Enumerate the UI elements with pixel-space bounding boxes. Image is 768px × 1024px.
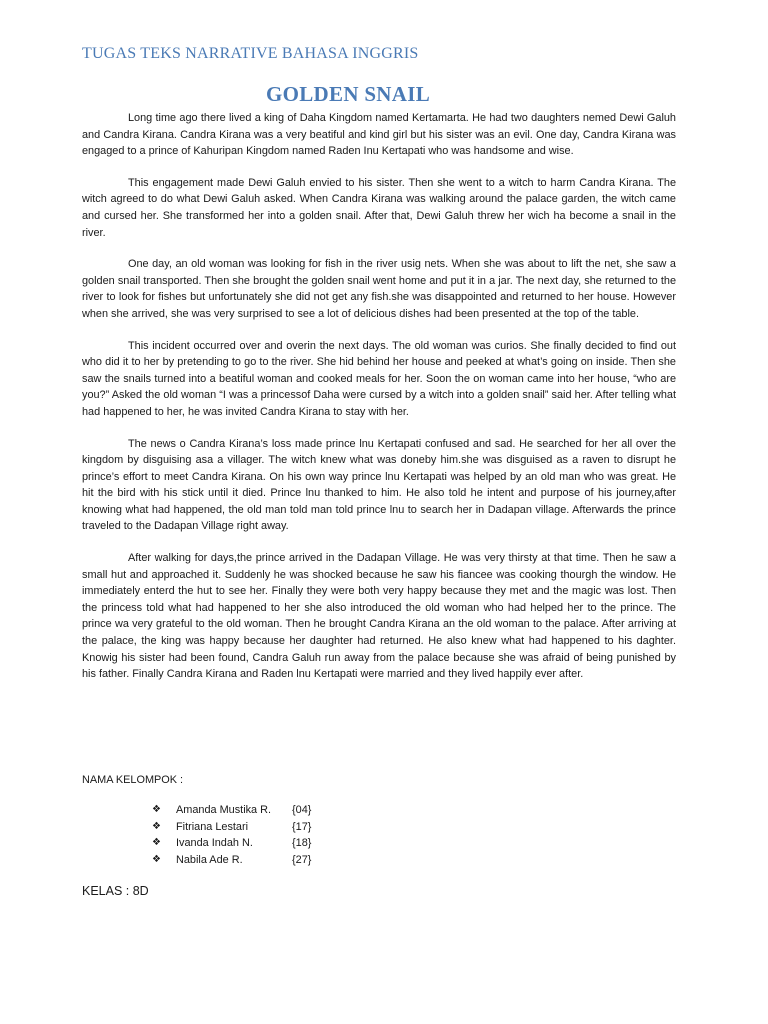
story-paragraph: After walking for days,the prince arrived in the Dadapan Village. He was very thirsty at that time. Then he saw a small hut and approached it. Suddenly he was shocked because he saw his fiancee was cooking thourgh the window. He immediately enterd the hut to see her. Finally they were both very happy because they met and the magic was lost. Then the princess told what had happened to her she also introduced the old woman who had helped her to the prince. The prince wa very grateful to the old woman. Then he brought Candra Kirana an the old woman to the palace. After arriving at the palace, the king was happy because her daughter had returned. He also knew what had happened to his daghter. Knowig his sister had been found, Candra Galuh run away from the palace because she was afraid of being punished by his father. Finally Candra Kirana and Raden lnu Kertapati were married and they lived happily ever after. [82, 552, 676, 681]
member-item [152, 802, 372, 819]
diamond-bullet-icon: ❖ [152, 804, 161, 815]
story-paragraph: The news o Candra Kirana’s loss made prince lnu Kertapati confused and sad. He searched for her all over the kingdom by disguising asa a villager. The witch knew what was doneby him.she was disguised as a raven to disrupt he prince’s effort to meet Candra Kirana. On his own way prince lnu Kertapati was helped by an old man who was great. He hit the bird with his stick until it died. Prince lnu thanked to him. He also told he intent and purpose of his journey,after knowing what had happened, the old man told man told prince lnu to search her in Dadapan village. Afterwards the prince traveled to the Dadapan Village right away. [82, 437, 676, 533]
story-title: GOLDEN SNAIL [265, 82, 431, 106]
member-item [152, 835, 372, 852]
member-name: Fitriana Lestari [176, 820, 249, 833]
diamond-bullet-icon: ❖ [152, 837, 161, 849]
member-number: {04} [292, 804, 312, 816]
member-number: {18} [292, 837, 312, 850]
member-list [152, 802, 372, 868]
member-number: {17} [292, 820, 312, 833]
story-paragraph: One day, an old woman was looking for fish in the river usig nets. When she was about to lift the net, she saw a golden snail transported. Then she brought the golden snail went home and put it in a jar. The next day, she returned to the river to look for fishes but unfortunately she did not get any fish.she was disappointed and returned to her house. However when she arrived, she was very surprised to see a lot of delicious dishes had been presented at the top of the table. [82, 258, 676, 320]
member-name: Nabila Ade R. [176, 853, 243, 866]
diamond-bullet-icon: ❖ [152, 820, 161, 832]
class-label: KELAS : 8D [82, 884, 149, 898]
member-number: {27} [292, 853, 312, 866]
member-name: Ivanda Indah N. [176, 837, 253, 850]
group-label: NAMA KELOMPOK : [82, 774, 184, 786]
story-paragraph: This incident occurred over and overin the next days. The old woman was curios. She finally decided to find out who did it to her by pretending to go to the river. She hid behind her house and peeked at what’s going on inside. Then she saw the snails turned into a beatiful woman and cooked meals for her. Soon the on woman came into her house, “who are you?” Asked the old woman “I was a princessof Daha were cursed by a witch into a golden snail” said her. After telling what had happened to her, he was invited Candra Kirana to stay with her. [82, 339, 676, 418]
story-paragraph: Long time ago there lived a king of Daha Kingdom named Kertamarta. He had two daughters nemed Dewi Galuh and Candra Kirana. Candra Kirana was a very beatiful and kind girl but his sister was an evil. One day, Candra Kirana was engaged to a prince of Kahuripan Kingdom named Raden Inu Kertapati who was handsome and wise. [82, 112, 676, 158]
member-item [152, 819, 372, 836]
member-item [152, 852, 372, 869]
document-header: TUGAS TEKS NARRATIVE BAHASA INGGRIS [82, 45, 419, 62]
diamond-bullet-icon: ❖ [152, 853, 161, 865]
story-body [82, 110, 676, 698]
member-name: Amanda Mustika R. [176, 804, 272, 816]
story-paragraph: This engagement made Dewi Galuh envied to his sister. Then she went to a witch to harm Candra Kirana. The witch agreed to do what Dewi Galuh asked. When Candra Kirana was walking around the palace garden, the witch came and cursed her. She transformed her into a golden snail. After that, Dewi Galuh threw her wich ha become a snail in the river. [82, 176, 676, 239]
